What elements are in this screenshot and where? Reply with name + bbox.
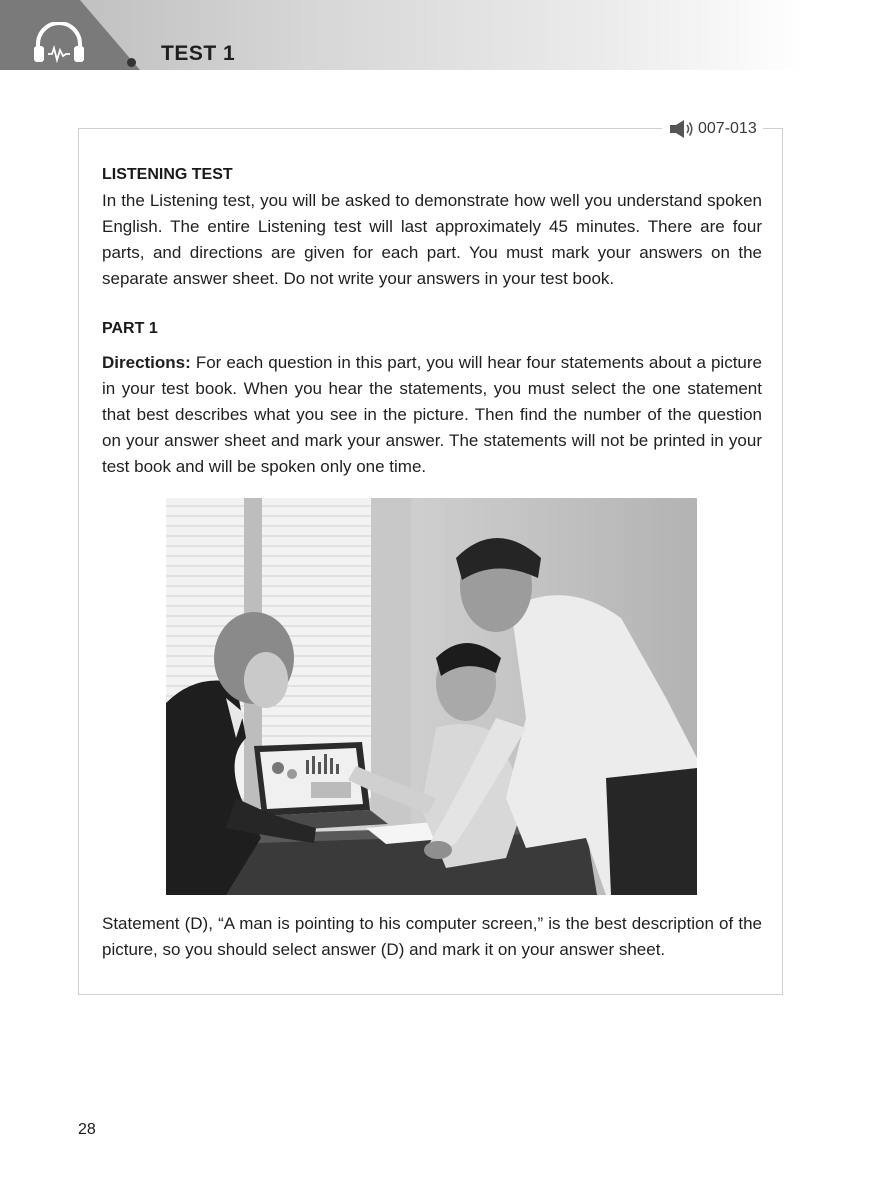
example-photo [166, 498, 697, 895]
office-scene-illustration [166, 498, 697, 895]
listening-heading: LISTENING TEST [102, 166, 233, 183]
audio-track[interactable] [662, 118, 763, 140]
audio-track-number: 007-013 [698, 120, 757, 137]
test-title: TEST 1 [161, 42, 236, 65]
example-explanation: Statement (D), “A man is pointing to his computer screen,” is the best description of the picture, so you should select answer (D) and mark it on your answer sheet. [102, 914, 762, 959]
listening-body: In the Listening test, you will be asked to demonstrate how well you understand spoken English. The entire Listening test will last approximately 45 minutes. There are four parts, and directions are given for each part. You must mark your answers on the separate answer sheet. Do not write your answers in your test book. [102, 191, 762, 288]
directions-text: For each question in this part, you will hear four statements about a picture in your test book. When you hear the statements, you must select the one statement that best describes what you see in the picture. Then find the number of the question on your answer sheet and mark your answer. The statements will not be printed in your test book and will be spoken only one time. [102, 353, 762, 476]
directions-label: Directions: [102, 353, 191, 372]
header-dot [127, 58, 136, 67]
part1-heading: PART 1 [102, 320, 158, 337]
headphones-icon [30, 22, 88, 66]
page-number: 28 [78, 1121, 96, 1138]
speaker-icon [668, 120, 694, 138]
part1-directions [102, 350, 762, 480]
